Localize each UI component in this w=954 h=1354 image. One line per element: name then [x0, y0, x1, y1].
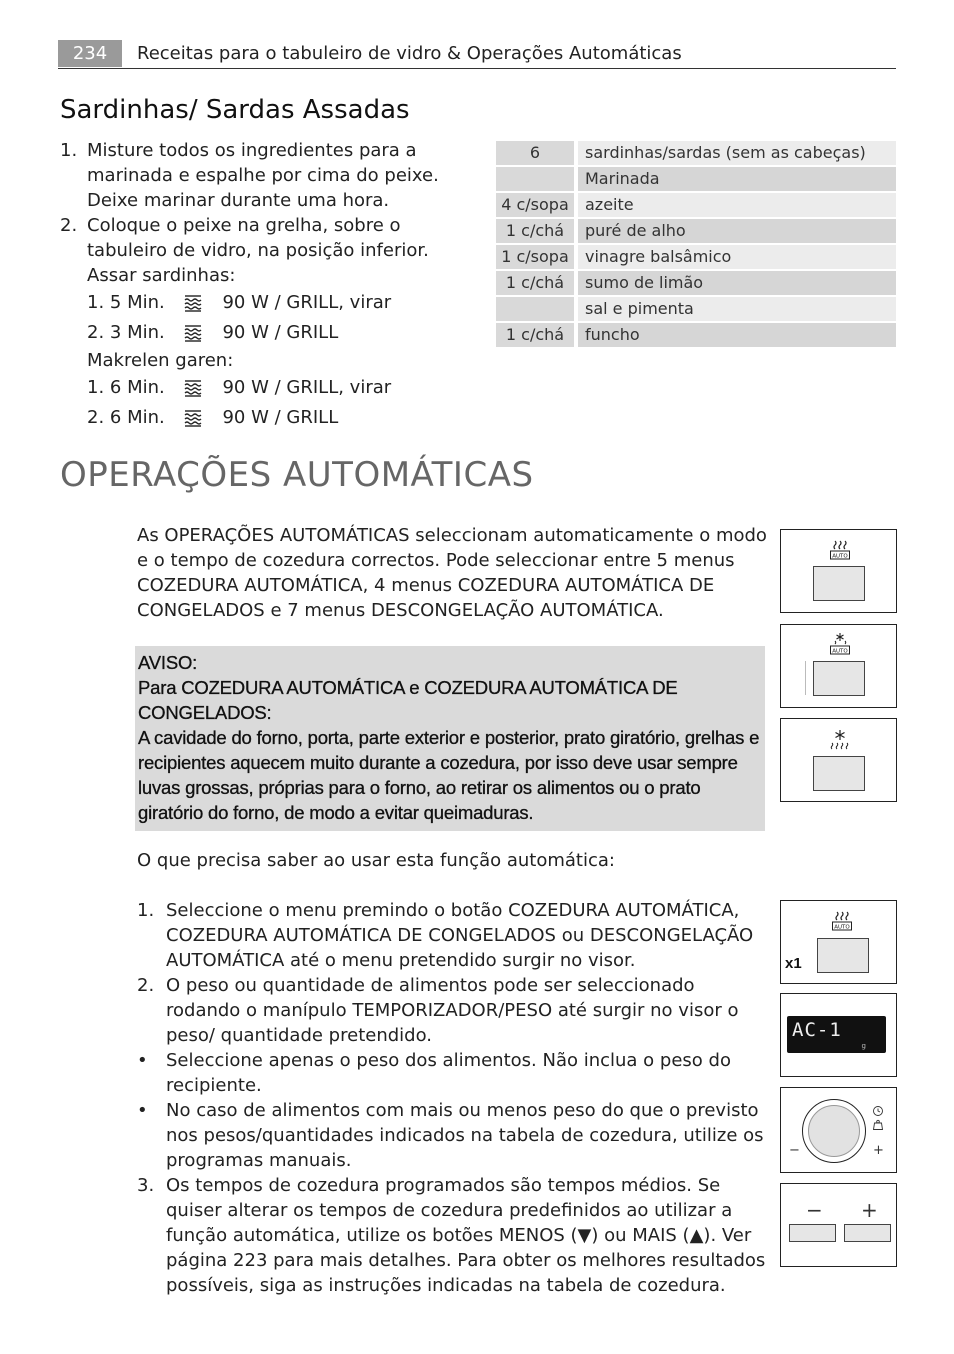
- ingredient-qty: [496, 167, 578, 191]
- auto-cook-icon: [831, 910, 853, 936]
- list-marker: 1.: [137, 900, 155, 921]
- display-unit: g: [861, 1042, 866, 1050]
- table-row: [496, 245, 896, 269]
- plus-label: +: [861, 1198, 878, 1222]
- knob-face: [808, 1105, 860, 1157]
- minus-symbol: −: [789, 1143, 800, 1158]
- sardine-row-1: [60, 288, 485, 318]
- list-marker: •: [137, 1100, 148, 1121]
- running-title: Receitas para o tabuleiro de vidro & Operações Automáticas: [137, 43, 682, 64]
- ingredient-name: puré de alho: [578, 219, 896, 243]
- auto-defrost-icon: [829, 729, 851, 755]
- plus-button[interactable]: [844, 1224, 891, 1242]
- list-text: Seleccione apenas o peso dos alimentos. Não inclua o peso do recipiente.: [166, 1050, 731, 1096]
- ingredients-table: [496, 139, 896, 349]
- list-text: O peso ou quantidade de alimentos pode ser seleccionado rodando o manípulo TEMPORIZADOR/PESO até surgir no visor o peso/ quantidade pretendido.: [166, 975, 739, 1046]
- table-row: [496, 219, 896, 243]
- row-setting: 90 W / GRILL: [222, 322, 339, 343]
- ingredient-name: sal e pimenta: [578, 297, 896, 321]
- recipe-title: Sardinhas/ Sardas Assadas: [60, 95, 410, 125]
- ingredient-name: Marinada: [578, 167, 896, 191]
- auto-intro: As OPERAÇÕES AUTOMÁTICAS seleccionam automaticamente o modo e o tempo de cozedura correctos. Pode seleccionar entre 5 menus COZEDURA AUTOMÁTICA, 4 menus COZEDURA AUTOMÁTICA DE CONGELADOS e 7 menus DESCONGELAÇÃO AUTOMÁTICA.: [137, 525, 767, 621]
- ingredient-name: funcho: [578, 323, 896, 347]
- header-rule: [58, 68, 896, 69]
- table-row: [496, 323, 896, 347]
- row-time: 1. 6 Min.: [87, 377, 165, 398]
- table-row: [496, 141, 896, 165]
- mackerel-row-2: [60, 403, 485, 433]
- list-text: Seleccione o menu premindo o botão COZEDURA AUTOMÁTICA, COZEDURA AUTOMÁTICA DE CONGELADOS ou DESCONGELAÇÃO AUTOMÁTICA até o menu pretendido surgir no visor.: [166, 900, 754, 971]
- row-time: 2. 3 Min.: [87, 322, 165, 343]
- auto-label: AUTO: [834, 924, 850, 931]
- recipe-steps: [60, 138, 485, 433]
- display-screen: [787, 1016, 886, 1053]
- list-marker: 3.: [137, 1175, 155, 1196]
- timer-weight-knob[interactable]: [802, 1099, 866, 1163]
- ingredient-name: sardinhas/sardas (sem as cabeças): [578, 141, 896, 165]
- list-text: Os tempos de cozedura programados são tempos médios. Se quiser alterar os tempos de cozedura predefinidos ao utilizar a função automática, utilize os botões MENOS (▼) ou MAIS (▲). Ver página 223 para mais detalhes. Para obter os melhores resultados possíveis, siga as instruções indicadas na tabela de cozedura.: [166, 1175, 766, 1296]
- table-row: [496, 271, 896, 295]
- auto-section-title: OPERAÇÕES AUTOMÁTICAS: [60, 455, 534, 495]
- step-number: 1.: [60, 140, 78, 161]
- step-text: Coloque o peixe na grelha, sobre o tabuleiro de vidro, na posição inferior.: [87, 215, 429, 261]
- page-number: 234: [58, 40, 122, 67]
- list-item: [137, 1173, 767, 1298]
- ingredient-qty: 1 c/sopa: [496, 245, 578, 269]
- list-item: [137, 1048, 767, 1098]
- auto-frozen-cook-button[interactable]: [813, 661, 865, 696]
- list-marker: 2.: [137, 975, 155, 996]
- row-setting: 90 W / GRILL, virar: [222, 377, 392, 398]
- list-item: [137, 973, 767, 1048]
- recipe-step-2: [60, 213, 485, 263]
- display-text: AC-1: [792, 1019, 842, 1041]
- list-item: [137, 898, 767, 973]
- row-setting: 90 W / GRILL, virar: [222, 292, 392, 313]
- warning-box: [135, 646, 765, 831]
- ingredient-name: sumo de limão: [578, 271, 896, 295]
- knob-panel: [780, 1087, 897, 1173]
- auto-cook-button[interactable]: [817, 938, 869, 973]
- warning-text: A cavidade do forno, porta, parte exterior e posterior, prato giratório, grelhas e recipientes aquecem muito durante a cozedura, por isso deve usar sempre luvas grossas, próprias para o forno, ao retirar os alimentos ou o prato giratório do forno, de modo a evitar queimaduras.: [138, 727, 760, 823]
- ingredient-qty: [496, 297, 578, 321]
- mackerel-row-1: [60, 373, 485, 403]
- minus-plus-panel: [780, 1183, 897, 1267]
- ingredient-qty: 1 c/chá: [496, 323, 578, 347]
- weight-icon: [872, 1116, 884, 1135]
- step-number: 2.: [60, 215, 78, 236]
- sardine-row-2: [60, 318, 485, 348]
- microwave-grill-icon: [183, 294, 217, 312]
- auto-label: AUTO: [832, 553, 848, 560]
- table-row: [496, 167, 896, 191]
- ingredient-name: azeite: [578, 193, 896, 217]
- ingredient-name: vinagre balsâmico: [578, 245, 896, 269]
- press-count: x1: [785, 955, 802, 972]
- what-to-know: O que precisa saber ao usar esta função automática:: [137, 850, 615, 871]
- warning-label: AVISO:: [138, 652, 198, 673]
- step-text: Misture todos os ingredientes para a marinada e espalhe por cima do peixe. Deixe marinar durante uma hora.: [87, 140, 439, 211]
- instruction-list: [137, 898, 767, 1298]
- auto-defrost-panel: [780, 718, 897, 802]
- list-text: No caso de alimentos com mais ou menos peso do que o previsto nos pesos/quantidades indicados na tabela de cozedura, utilize os programas manuais.: [166, 1100, 764, 1171]
- mackerel-label: Makrelen garen:: [87, 350, 234, 371]
- minus-label: −: [806, 1198, 823, 1222]
- row-time: 1. 5 Min.: [87, 292, 165, 313]
- table-row: [496, 193, 896, 217]
- auto-cook-panel: [780, 529, 897, 613]
- divider: [805, 661, 806, 695]
- auto-cook-press-panel: [780, 900, 897, 984]
- table-row: [496, 297, 896, 321]
- list-marker: •: [137, 1050, 148, 1071]
- microwave-grill-icon: [183, 409, 217, 427]
- auto-cook-button[interactable]: [813, 566, 865, 601]
- plus-symbol: +: [873, 1143, 884, 1158]
- auto-label: AUTO: [832, 648, 848, 655]
- microwave-grill-icon: [183, 379, 217, 397]
- ingredient-qty: 1 c/chá: [496, 219, 578, 243]
- minus-button[interactable]: [789, 1224, 836, 1242]
- auto-defrost-button[interactable]: [813, 756, 865, 791]
- auto-frozen-cook-icon: [829, 632, 851, 660]
- row-setting: 90 W / GRILL: [222, 407, 339, 428]
- display-panel: [780, 993, 897, 1077]
- sardine-label: Assar sardinhas:: [87, 265, 236, 286]
- ingredient-qty: 1 c/chá: [496, 271, 578, 295]
- ingredient-qty: 6: [496, 141, 578, 165]
- row-time: 2. 6 Min.: [87, 407, 165, 428]
- ingredient-qty: 4 c/sopa: [496, 193, 578, 217]
- list-item: [137, 1098, 767, 1173]
- auto-frozen-cook-panel: [780, 624, 897, 708]
- warning-subject: Para COZEDURA AUTOMÁTICA e COZEDURA AUTOMÁTICA DE CONGELADOS:: [138, 677, 678, 723]
- auto-cook-icon: [829, 539, 851, 565]
- microwave-grill-icon: [183, 324, 217, 342]
- recipe-step-1: [60, 138, 485, 213]
